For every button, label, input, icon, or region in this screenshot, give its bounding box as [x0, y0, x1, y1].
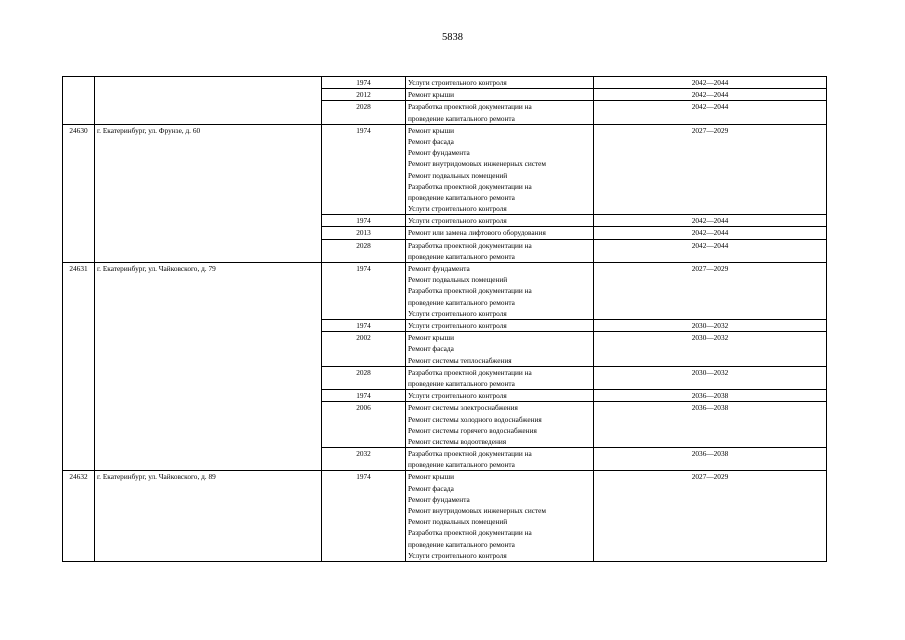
year-cell: 1974: [322, 77, 406, 89]
year-cell: 2002: [322, 332, 406, 367]
works-cell: [406, 448, 594, 471]
building-id-cell: 24630: [63, 124, 95, 262]
building-id-cell: [63, 77, 95, 125]
table-row: [63, 263, 827, 320]
work-item: Ремонт фасада: [408, 344, 454, 354]
work-item: Ремонт системы электроснабжения: [408, 403, 518, 413]
work-item: Разработка проектной документации на: [408, 102, 532, 112]
year-cell: 1974: [322, 320, 406, 332]
building-id-cell: 24632: [63, 471, 95, 562]
address-cell: г. Екатеринбург, ул. Фрунзе, д. 60: [95, 124, 322, 262]
period-cell: 2042—2044: [594, 89, 827, 101]
works-cell: [406, 471, 594, 562]
works-cell: [406, 89, 594, 101]
work-item: Разработка проектной документации на: [408, 181, 532, 191]
year-cell: 1974: [322, 124, 406, 215]
year-cell: 2028: [322, 101, 406, 124]
works-cell: [406, 263, 594, 320]
building-id-cell: 24631: [63, 263, 95, 471]
works-cell: [406, 77, 594, 89]
year-cell: 2032: [322, 448, 406, 471]
work-item: Ремонт подвальных помещений: [408, 517, 508, 527]
work-item: Ремонт крыши: [408, 333, 455, 343]
address-cell: г. Екатеринбург, ул. Чайковского, д. 89: [95, 471, 322, 562]
year-cell: 2028: [322, 366, 406, 389]
works-cell: [406, 239, 594, 262]
works-cell: [406, 124, 594, 215]
year-cell: 1974: [322, 215, 406, 227]
repair-schedule-table: [62, 76, 827, 562]
work-item: Ремонт системы теплоснабжения: [408, 355, 512, 365]
work-item: Ремонт подвальных помещений: [408, 170, 508, 180]
year-cell: 1974: [322, 471, 406, 562]
works-cell: [406, 366, 594, 389]
year-cell: 2012: [322, 89, 406, 101]
work-item: Разработка проектной документации на: [408, 240, 532, 250]
works-cell: [406, 320, 594, 332]
period-cell: 2036—2038: [594, 402, 827, 448]
period-cell: 2027—2029: [594, 124, 827, 215]
work-item: Услуги строительного контроля: [408, 216, 507, 226]
work-item: Ремонт фундамента: [408, 148, 470, 158]
table-row: [63, 124, 827, 215]
year-cell: 1974: [322, 263, 406, 320]
work-item: проведение капитального ремонта: [408, 251, 515, 261]
period-cell: 2042—2044: [594, 101, 827, 124]
work-item: Ремонт или замена лифтового оборудования: [408, 228, 546, 238]
work-item: проведение капитального ремонта: [408, 539, 515, 549]
work-item: Ремонт фасада: [408, 483, 454, 493]
work-item: проведение капитального ремонта: [408, 378, 515, 388]
work-item: Услуги строительного контроля: [408, 78, 507, 87]
table-row: [63, 77, 827, 89]
year-cell: 1974: [322, 390, 406, 402]
work-item: Ремонт внутридомовых инженерных систем: [408, 506, 547, 516]
period-cell: 2042—2044: [594, 215, 827, 227]
period-cell: 2030—2032: [594, 332, 827, 367]
work-item: Ремонт внутридомовых инженерных систем: [408, 159, 547, 169]
work-item: Разработка проектной документации на: [408, 286, 532, 296]
works-cell: [406, 332, 594, 367]
work-item: Услуги строительного контроля: [408, 308, 507, 318]
work-item: проведение капитального ремонта: [408, 460, 515, 470]
year-cell: 2028: [322, 239, 406, 262]
work-item: Ремонт крыши: [408, 90, 455, 100]
work-item: Разработка проектной документации на: [408, 367, 532, 377]
work-item: Разработка проектной документации на: [408, 528, 532, 538]
period-cell: 2030—2032: [594, 320, 827, 332]
period-cell: 2030—2032: [594, 366, 827, 389]
work-item: Ремонт системы холодного водоснабжения: [408, 414, 542, 424]
page-number: 5838: [442, 32, 463, 43]
period-cell: 2042—2044: [594, 239, 827, 262]
work-item: проведение капитального ремонта: [408, 297, 515, 307]
period-cell: 2036—2038: [594, 390, 827, 402]
works-cell: [406, 227, 594, 239]
work-item: Ремонт крыши: [408, 472, 455, 482]
work-item: Ремонт фундамента: [408, 264, 470, 274]
work-item: Услуги строительного контроля: [408, 321, 507, 330]
address-cell: г. Екатеринбург, ул. Чайковского, д. 79: [95, 263, 322, 471]
work-item: Ремонт фундамента: [408, 494, 470, 504]
year-cell: 2006: [322, 402, 406, 448]
period-cell: 2042—2044: [594, 227, 827, 239]
period-cell: 2027—2029: [594, 471, 827, 562]
period-cell: 2042—2044: [594, 77, 827, 89]
work-item: Услуги строительного контроля: [408, 391, 507, 401]
work-item: Ремонт крыши: [408, 125, 455, 135]
period-cell: 2036—2038: [594, 448, 827, 471]
work-item: Разработка проектной документации на: [408, 449, 532, 459]
work-item: проведение капитального ремонта: [408, 192, 515, 202]
work-item: Ремонт системы горячего водоснабжения: [408, 425, 537, 435]
works-cell: [406, 215, 594, 227]
work-item: проведение капитального ремонта: [408, 113, 515, 123]
work-item: Ремонт подвальных помещений: [408, 275, 508, 285]
work-item: Ремонт фасада: [408, 136, 454, 146]
address-cell: [95, 77, 322, 125]
works-cell: [406, 402, 594, 448]
table-row: [63, 471, 827, 562]
work-item: Услуги строительного контроля: [408, 550, 507, 560]
works-cell: [406, 101, 594, 124]
works-cell: [406, 390, 594, 402]
period-cell: 2027—2029: [594, 263, 827, 320]
year-cell: 2013: [322, 227, 406, 239]
work-item: Ремонт системы водоотведения: [408, 436, 507, 446]
work-item: Услуги строительного контроля: [408, 204, 507, 214]
